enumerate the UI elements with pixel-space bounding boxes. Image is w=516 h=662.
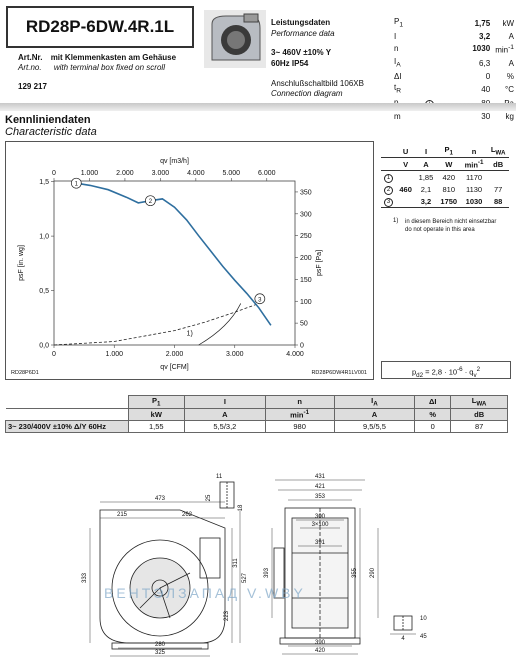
electrical-data-table bbox=[5, 395, 508, 433]
flange-detail bbox=[220, 482, 234, 508]
perf-row: $I_A$ 6,3 A bbox=[394, 56, 514, 69]
table-row: 3~ 230/400V ±10% Δ/Y 60Hz 1,55 5,5/3,2 980 9,5/5,5 0 87 bbox=[6, 420, 508, 432]
y-right-tick-label: 350 bbox=[300, 189, 312, 197]
operating-point-label: 2 bbox=[148, 199, 153, 206]
x-tick-label: 1.000 bbox=[105, 351, 124, 358]
y-left-tick-label: 1,0 bbox=[39, 233, 49, 241]
y-left-tick-label: 1,5 bbox=[39, 179, 49, 187]
dim-label: 280 bbox=[154, 642, 166, 648]
dim-label: 3×100 bbox=[311, 522, 329, 528]
article-number: 129 217 bbox=[18, 82, 47, 91]
y-right-axis-label: psF [Pa] bbox=[316, 249, 323, 277]
dim-label: 390 bbox=[314, 640, 326, 646]
dim-label: 431 bbox=[314, 474, 326, 480]
front-view bbox=[100, 510, 225, 649]
table-unit-row: kW A $\min^{-1}$ A % dB bbox=[6, 408, 508, 420]
perf-row: m 30 kg bbox=[394, 112, 514, 122]
region-boundary bbox=[199, 303, 241, 345]
perf-row: $t_R$ 40 °C bbox=[394, 82, 514, 95]
dim-label: 262 bbox=[181, 512, 193, 518]
artno-line-en bbox=[18, 63, 165, 72]
y-right-tick-label: 100 bbox=[300, 298, 312, 306]
foot-labels bbox=[401, 616, 427, 642]
table-row: 1 1,85 420 1170 bbox=[381, 171, 509, 184]
side-view bbox=[274, 508, 360, 644]
y-left-tick-label: 0,0 bbox=[39, 342, 49, 350]
chart-code-left: RD28P6D1 bbox=[11, 370, 39, 376]
x-tick-label: 0 bbox=[52, 351, 56, 358]
perf-row: I 3,2 A bbox=[394, 31, 514, 41]
region-note: 1) bbox=[186, 330, 193, 338]
dim-label: 311 bbox=[233, 558, 239, 568]
table-head-row: U I $P_1$ n $L_{WA}$ bbox=[381, 145, 509, 158]
foot-detail bbox=[390, 616, 416, 634]
dimension-drawing bbox=[60, 468, 500, 658]
operating-point-label: 1 bbox=[74, 181, 78, 188]
system-curve bbox=[54, 304, 259, 346]
footnote-mark: 1) bbox=[393, 218, 399, 224]
fan-product-image bbox=[204, 10, 266, 68]
y-right-tick-label: 50 bbox=[300, 320, 308, 328]
characteristic-title-en: Characteristic data bbox=[5, 126, 97, 138]
y-right-tick-label: 250 bbox=[300, 233, 312, 241]
footnote-text: in diesem Bereich nicht einsetzbar do not operate in this area bbox=[405, 219, 497, 233]
perf-row: ΔI 0 % bbox=[394, 71, 514, 81]
dim-label: 473 bbox=[154, 496, 166, 502]
dim-label: 25 bbox=[206, 494, 212, 502]
dim-label: 355 bbox=[352, 567, 358, 579]
top-axis-label: qv [m3/h] bbox=[160, 158, 189, 165]
dim-label: 290 bbox=[370, 567, 376, 579]
dim-label: 325 bbox=[154, 650, 166, 656]
y-right-tick-label: 300 bbox=[300, 211, 312, 219]
fan-curve bbox=[76, 183, 271, 325]
dim-label: 353 bbox=[314, 494, 326, 500]
dim-label: 391 bbox=[314, 540, 326, 546]
x-tick-label: 4.000 bbox=[286, 351, 304, 358]
dim-label: 45 bbox=[420, 634, 427, 640]
section-divider bbox=[0, 103, 516, 111]
dim-label: 11 bbox=[216, 474, 223, 480]
x-axis-label: qv [CFM] bbox=[160, 364, 189, 371]
dim-label: 223 bbox=[224, 610, 230, 622]
dim-label: 10 bbox=[420, 616, 427, 622]
artno-label: Art.no. bbox=[18, 63, 42, 72]
top-tick-label: 4.000 bbox=[187, 170, 205, 177]
dim-label: 333 bbox=[82, 572, 88, 584]
connection-diagram-en: Connection diagram bbox=[271, 89, 343, 98]
artnr-desc: mit Klemmenkasten am Gehäuse bbox=[50, 53, 177, 62]
dynamic-pressure-formula: $p_{d2} = 2,8 \cdot 10^{-6} \cdot q_v^2$ bbox=[381, 361, 511, 379]
characteristic-title-de: Kennliniendaten bbox=[5, 114, 91, 126]
plot-area bbox=[54, 181, 295, 345]
perf-frequency: 60Hz IP54 bbox=[271, 59, 309, 68]
artnr-line-de bbox=[18, 53, 176, 62]
operating-points-table bbox=[381, 145, 509, 208]
perf-row: n 1030 $\min^{-1}$ bbox=[394, 44, 514, 55]
dim-label: 18 bbox=[238, 504, 244, 512]
top-tick-label: 0 bbox=[52, 170, 56, 177]
chart-code-right: RD28P6DW4R1LV001 bbox=[311, 370, 367, 376]
x-tick-label: 3.000 bbox=[225, 351, 244, 358]
top-tick-label: 5.000 bbox=[222, 170, 241, 177]
table-head-row: $P_1$ I n $I_A$ ΔI $L_{WA}$ bbox=[6, 396, 508, 409]
dim-label: 421 bbox=[314, 484, 326, 490]
performance-chart bbox=[5, 141, 372, 378]
y-left-tick-label: 0,5 bbox=[39, 288, 49, 296]
perf-title-en: Performance data bbox=[271, 29, 335, 38]
table-row: 2 460 2,1 810 1130 77 bbox=[381, 183, 509, 195]
top-tick-label: 3.000 bbox=[151, 170, 170, 177]
y-left-axis-label: psF [in. wg] bbox=[18, 245, 25, 281]
dim-label: 420 bbox=[314, 648, 326, 654]
artnr-label: Art.Nr. bbox=[18, 53, 43, 62]
y-right-tick-label: 150 bbox=[300, 276, 312, 284]
top-tick-label: 6.000 bbox=[258, 170, 276, 177]
flange-labels bbox=[206, 474, 244, 511]
dim-label: 527 bbox=[242, 572, 248, 584]
watermark: ВЕНТЭЛЗАПАД V.WBY bbox=[104, 585, 306, 601]
top-tick-label: 1.000 bbox=[80, 170, 99, 177]
x-tick-label: 2.000 bbox=[165, 351, 184, 358]
connection-diagram-de: Anschlußschaltbild 106XB bbox=[271, 79, 364, 88]
table-row: 3 3,2 1750 1030 88 bbox=[381, 195, 509, 208]
perf-title-de: Leistungsdaten bbox=[271, 18, 331, 27]
y-right-tick-label: 0 bbox=[300, 342, 304, 350]
dim-label: 393 bbox=[264, 567, 270, 579]
table-unit-row: V A W $\min^{-1}$ dB bbox=[381, 158, 509, 171]
dim-label: 215 bbox=[116, 512, 128, 518]
perf-voltage: 3~ 460V ±10% Y bbox=[271, 48, 332, 57]
y-right-tick-label: 200 bbox=[300, 255, 312, 263]
top-tick-label: 2.000 bbox=[116, 170, 134, 177]
dim-label: 4 bbox=[401, 636, 405, 642]
model-title: RD28P-6DW.4R.1L bbox=[6, 6, 194, 48]
operating-point-label: 3 bbox=[258, 297, 262, 304]
dim-label: 300 bbox=[314, 514, 326, 520]
perf-row: $P_1$ 1,75 kW bbox=[394, 17, 514, 29]
artno-desc: with terminal box fixed on scroll bbox=[53, 63, 165, 72]
